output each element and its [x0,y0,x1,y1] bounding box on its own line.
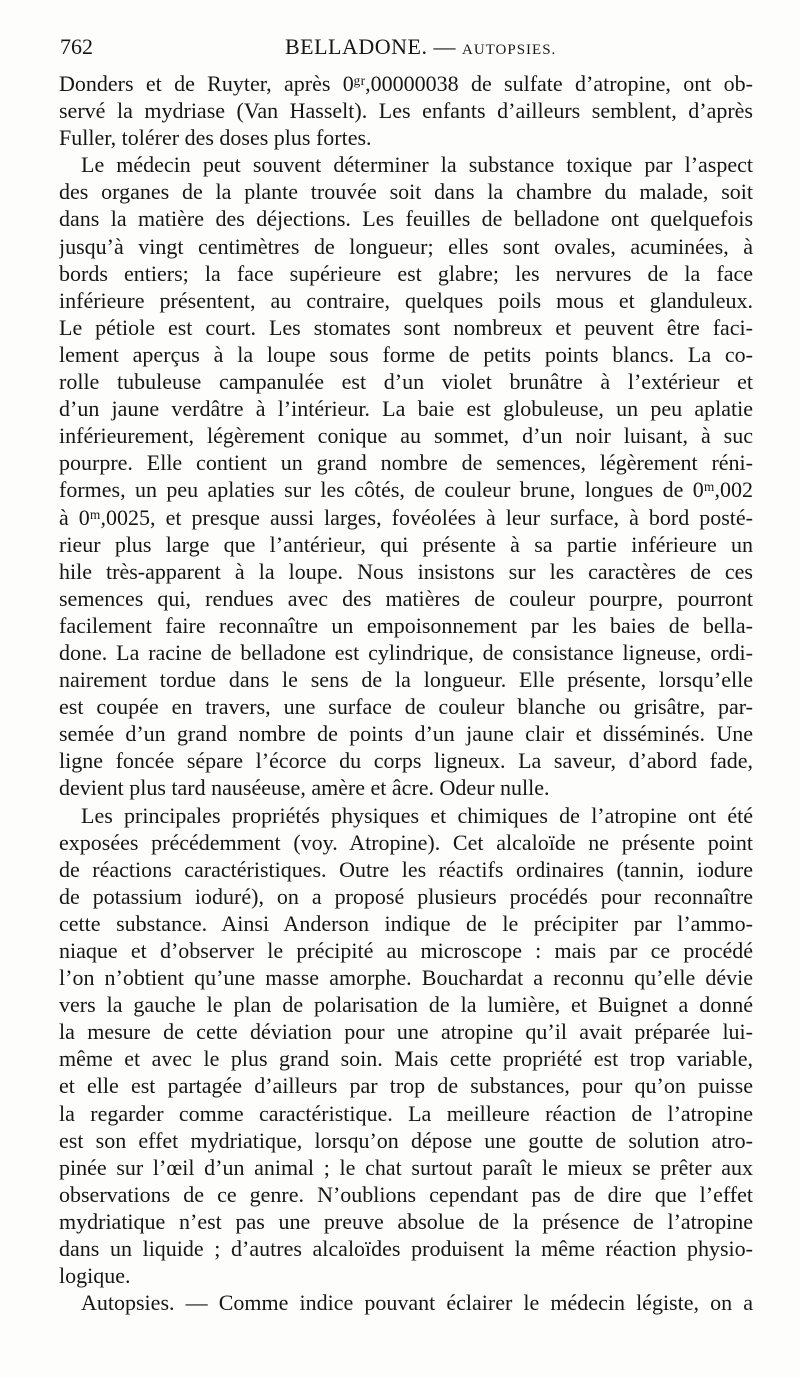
text-line: observations de ce genre. N’oublions cependant pas de dire que l’effet [59,1181,753,1207]
text-line: Donders et de Ruyter, après 0ᵍʳ,00000038 de sulfate d’atropine, ont ob- [59,71,753,96]
text-line: ligne foncée sépare l’écorce du corps ligneux. La saveur, d’abord fade, [59,748,753,774]
text-line: est coupée en travers, une surface de couleur blanche ou grisâtre, par- [59,694,753,720]
text-line: d’un jaune verdâtre à l’intérieur. La baie est globuleuse, un peu aplatie [59,396,753,422]
body-text [59,70,753,1316]
paragraph-start-line: Autopsies. — Comme indice pouvant éclairer le médecin légiste, on a [81,1290,753,1316]
text-line: lement aperçus à la loupe sous forme de petits points blancs. La co- [59,341,753,367]
running-title-main: BELLADONE. — [285,34,456,59]
text-line: bords entiers; la face supérieure est glabre; les nervures de la face [59,260,753,286]
text-line: devient plus tard nauséeuse, amère et âcre. Odeur nulle. [59,775,550,801]
text-line: exposées précédemment (voy. Atropine). Cet alcaloïde ne présente point [59,829,753,855]
text-line: rolle tubuleuse campanulée est d’un violet brunâtre à l’extérieur et [59,369,753,395]
text-line: formes, un peu aplaties sur les côtés, de couleur brune, longues de 0ᵐ,002 [59,477,753,503]
text-line: l’on n’obtient qu’une masse amorphe. Bouchardat a reconnu qu’elle dévie [59,965,753,991]
text-line: la regarder comme caractéristique. La meilleure réaction de l’atropine [59,1100,753,1126]
text-line: à 0ᵐ,0025, et presque aussi larges, fovéolées à leur surface, à bord posté- [59,504,753,530]
text-line: de potassium ioduré), on a proposé plusieurs procédés pour reconnaître [59,883,753,909]
text-line: dans un liquide ; d’autres alcaloïdes produisent la même réaction physio- [59,1236,753,1262]
text-line: hile très-apparent à la loupe. Nous insistons sur les caractères de ces [59,558,753,584]
text-line: jusqu’à vingt centimètres de longueur; elles sont ovales, acuminées, à [59,233,753,259]
page-number: 762 [60,34,93,59]
page-header [60,34,760,64]
text-line: vers la gauche le plan de polarisation de la lumière, et Buignet a donné [59,992,753,1018]
text-line: même et avec le plus grand soin. Mais cette propriété est trop variable, [59,1046,753,1072]
text-line: semée d’un grand nombre de points d’un jaune clair et disséminés. Une [59,721,753,747]
text-line: cette substance. Ainsi Anderson indique de le précipiter par l’ammo- [59,910,753,936]
text-line: Fuller, tolérer des doses plus fortes. [59,125,372,151]
text-line: facilement faire reconnaître un empoisonnement par les baies de bella- [59,612,753,638]
text-line: de réactions caractéristiques. Outre les réactifs ordinaires (tannin, iodure [59,856,753,882]
text-line: et elle est partagée d’ailleurs par trop de substances, pour qu’on puisse [59,1073,753,1099]
running-title-section: AUTOPSIES. [461,42,557,58]
text-line: logique. [59,1263,131,1289]
text-line: pourpre. Elle contient un grand nombre de semences, légèrement réni- [59,450,753,476]
text-line: inférieure présentent, au contraire, quelques poils mous et glanduleux. [59,287,753,313]
text-line: des organes de la plante trouvée soit dans la chambre du malade, soit [59,179,753,205]
paragraph-start-line: Les principales propriétés physiques et chimiques de l’atropine ont été [81,802,753,828]
text-line: dans la matière des déjections. Les feuilles de belladone ont quelquefois [59,206,753,232]
text-line: pinée sur l’œil d’un animal ; le chat surtout paraît le mieux se prêter aux [59,1154,753,1180]
text-line: niaque et d’observer le précipité au microscope : mais par ce procédé [59,938,753,963]
text-line: servé la mydriase (Van Hasselt). Les enfants d’ailleurs semblent, d’après [59,98,753,124]
text-line: semences qui, rendues avec des matières de couleur pourpre, pourront [59,585,753,611]
text-line: est son effet mydriatique, lorsqu’on dépose une goutte de solution atro- [59,1127,753,1153]
text-line: mydriatique n’est pas une preuve absolue de la présence de l’atropine [59,1208,753,1234]
text-line: nairement tordue dans le sens de la longueur. Elle présente, lorsqu’elle [59,667,753,693]
text-line: done. La racine de belladone est cylindrique, de consistance ligneuse, ordi- [59,639,753,665]
text-line: Le pétiole est court. Les stomates sont nombreux et peuvent être faci- [59,314,753,340]
text-line: rieur plus large que l’antérieur, qui présente à sa partie inférieure un [59,531,753,557]
text-line: la mesure de cette déviation pour une atropine qu’il avait préparée lui- [59,1019,753,1045]
running-title [285,34,556,60]
text-line: inférieurement, légèrement conique au sommet, d’un noir luisant, à suc [59,423,753,449]
paragraph-start-line: Le médecin peut souvent déterminer la substance toxique par l’aspect [81,152,753,178]
